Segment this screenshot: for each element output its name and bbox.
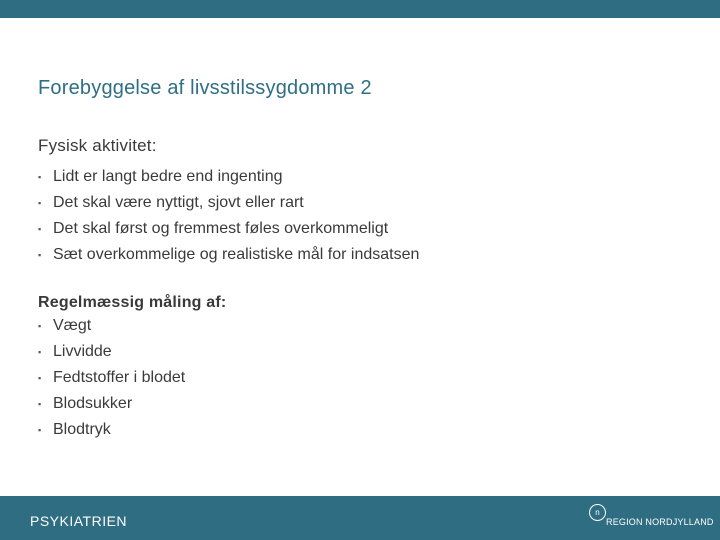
- list-item: [38, 315, 226, 341]
- region-logo-icon: n: [589, 504, 606, 521]
- bullet-icon: ▪: [38, 347, 42, 357]
- bullet-icon: ▪: [38, 321, 42, 331]
- list-item-text: Livvidde: [53, 343, 112, 360]
- bullet-icon: ▪: [38, 250, 42, 260]
- list-item-text: Det skal være nyttigt, sjovt eller rart: [53, 194, 304, 211]
- slide-title: Forebyggelse af livsstilssygdomme 2: [38, 77, 372, 99]
- bullet-icon: ▪: [38, 399, 42, 409]
- list-item: [38, 244, 419, 270]
- section-regular-measurement: [38, 294, 226, 445]
- section-physical-activity: [38, 136, 419, 270]
- footer-bar: [0, 496, 720, 540]
- list-item: [38, 192, 419, 218]
- section-heading: Fysisk aktivitet:: [38, 136, 157, 155]
- bullet-icon: ▪: [38, 198, 42, 208]
- list-item: [38, 218, 419, 244]
- bullet-icon: ▪: [38, 172, 42, 182]
- list-item-text: Lidt er langt bedre end ingenting: [53, 168, 283, 185]
- bullet-list: [38, 166, 419, 270]
- psykiatrien-logo: PSYKIATRIEN: [30, 513, 128, 529]
- list-item-text: Sæt overkommelige og realistiske mål for indsatsen: [53, 246, 420, 263]
- list-item-text: Blodsukker: [53, 395, 133, 412]
- region-nordjylland-logo: REGION NORDJYLLAND: [606, 517, 714, 527]
- list-item-text: Fedtstoffer i blodet: [53, 369, 186, 386]
- bullet-icon: ▪: [38, 224, 42, 234]
- bullet-icon: ▪: [38, 425, 42, 435]
- list-item: [38, 367, 226, 393]
- list-item: [38, 393, 226, 419]
- bullet-icon: ▪: [38, 373, 42, 383]
- list-item-text: Blodtryk: [53, 421, 111, 438]
- top-bar: [0, 0, 720, 18]
- list-item: [38, 341, 226, 367]
- section-heading: Regelmæssig måling af:: [38, 294, 227, 311]
- list-item: [38, 419, 226, 445]
- bullet-list: [38, 315, 226, 445]
- list-item-text: Vægt: [53, 317, 92, 334]
- list-item-text: Det skal først og fremmest føles overkommeligt: [53, 220, 389, 237]
- list-item: [38, 166, 419, 192]
